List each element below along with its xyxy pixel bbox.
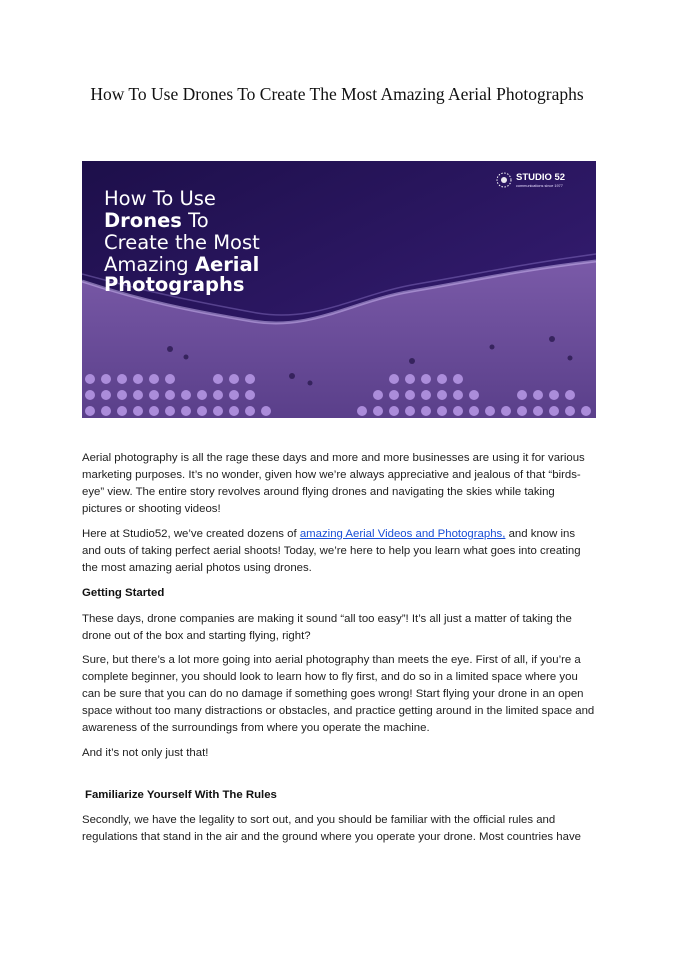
brand-tagline: communications since 1977: [516, 184, 563, 188]
document-title: How To Use Drones To Create The Most Amazing Aerial Photographs: [90, 84, 584, 104]
hero-line-5-bold: Photographs: [104, 273, 245, 296]
heading-getting-started: Getting Started: [82, 587, 165, 599]
hero-line-1: How To Use: [104, 187, 216, 210]
svg-text:Drones To: [104, 209, 209, 232]
hero-line-4-plain: Amazing: [104, 253, 195, 276]
hero-image: [82, 161, 596, 418]
paragraph-learn-to-fly: Sure, but there’s a lot more going into aerial photography than meets the eye. First of all, if you’re a complete beginner, you should look to learn how to fly first, and do so in a limited space where you can be sure that you can do no damage if something goes wrong! Start flying your drone in an open space without too many distractions or obstacles, and practice getting around in the limited space and awareness of the surroundings from where you operate the machine.: [82, 654, 595, 734]
paragraph-not-only-that: And it’s not only just that!: [82, 747, 209, 759]
paragraph-intro: Aerial photography is all the rage these days and more and more businesses are using it for various marketing purposes. It’s no wonder, given how we’re always appreciative and jealous of that “birds-eye” view. The entire story revolves around flying drones and navigating the skies while taking pictures or shooting videos!: [82, 452, 585, 515]
paragraph-all-too-easy: These days, drone companies are making it sound “all too easy”! It’s all just a matter of taking the drone out of the box and starting flying, right?: [82, 613, 572, 642]
heading-familiarize-rules: Familiarize Yourself With The Rules: [85, 789, 277, 801]
hero-line-4-bold: Aerial: [194, 253, 260, 276]
paragraph-legality: Secondly, we have the legality to sort out, and you should be familiar with the official rules and regulations that stand in the air and the ground where you operate your drone. Most countries have: [82, 814, 581, 843]
paragraph-studio52: [82, 526, 596, 577]
paragraph-studio52-end: and know ins and outs of taking perfect aerial shoots! Today, we’re here to help you learn what goes into creating the most amazing aerial photos using drones.: [82, 528, 581, 574]
aerial-videos-link[interactable]: amazing Aerial Videos and Photographs,: [299, 528, 506, 540]
brand-name: STUDIO 52: [516, 172, 566, 183]
hero-line-2-rest: To: [181, 209, 209, 232]
hero-image-graphic: [82, 161, 596, 418]
hero-line-3: Create the Most: [104, 231, 260, 254]
hero-line-2-bold: Drones: [104, 209, 182, 232]
paragraph-studio52-start: Here at Studio52, we’ve created dozens of: [82, 528, 300, 540]
